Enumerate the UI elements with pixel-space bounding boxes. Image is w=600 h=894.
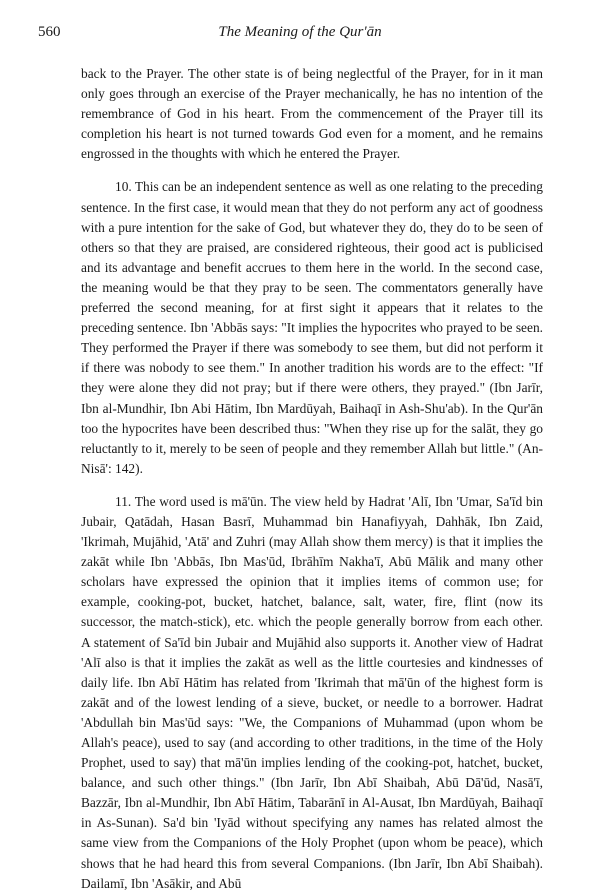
page-header	[38, 24, 562, 46]
paragraph-note-11: 11. The word used is mā'ūn. The view held by Hadrat 'Alī, Ibn 'Umar, Sa'īd bin Jubair, Qatādah, Hasan Basrī, Muhammad bin Hanafiyyah, Dahhāk, Ibn Zaid, 'Ikrimah, Mujāhid, 'Atā' and Zuhri (may Allah show them mercy) is that it implies the zakāt while Ibn 'Abbās, Ibn Mas'ūd, Ibrāhīm Nakha'ī, Abū Mālik and many other scholars have expressed the opinion that it implies items of common use; for example, cooking-pot, bucket, hatchet, balance, salt, water, fire, flint (now its successor, the match-stick), etc. which the people generally borrow from each other. A statement of Sa'īd bin Jubair and Mujāhid also supports it. Another view of Hadrat 'Alī also is that it implies the zakāt as well as the little courtesies and kindnesses of daily life. Ibn Abī Hātim has related from 'Ikrimah that mā'ūn of the highest form is zakāt and of the lowest lending of a sieve, bucket, or needle to a borrower. Hadrat 'Abdullah bin Mas'ūd says: "We, the Companions of Muhammad (upon whom be Allah's peace), used to say (and according to other traditions, in the time of the Holy Prophet, used to say) that mā'ūn implies lending of the cooking-pot, hatchet, bucket, balance, and such other things." (Ibn Jarīr, Ibn Abī Shaibah, Abū Dā'ūd, Nasā'ī, Bazzār, Ibn al-Mundhir, Ibn Abī Hātim, Tabarānī in Al-Ausat, Ibn Mardūyah, Baihaqī in As-Sunan). Sa'd bin 'Iyād without specifying any names has related almost the same view from the Companions of the Holy Prophet (upon whom be peace), which shows that he had heard this from several Companions. (Ibn Jarīr, Ibn Abī Shaibah). Dailamī, Ibn 'Asākir, and Abū	[81, 493, 543, 891]
body-text	[81, 64, 543, 894]
running-title: The Meaning of the Qur'ān	[218, 24, 382, 40]
paragraph-continuation: back to the Prayer. The other state is of being neglectful of the Prayer, for in it man only goes through an exercise of the Prayer mechanically, he has no intention of the remembrance of God in his heart. From the commencement of the Prayer till its completion his heart is not turned towards God even for a moment, and he remains engrossed in the thoughts with which he entered the Prayer.	[81, 66, 543, 162]
paragraph-note-10: 10. This can be an independent sentence as well as one relating to the preceding sentence. In the first case, it would mean that they do not perform any act of goodness with a pure intention for the sake of God, but whatever they do, they do to be seen of others so that they are praised, are considered righteous, their good act is publicised and its advantage and benefit accrues to them here in the world. In the second case, the meaning would be that they pray to be seen. The commentators generally have preferred the second meaning, for at first sight it appears that it relates to the preceding sentence. Ibn 'Abbās says: "It implies the hypocrites who prayed to be seen. They performed the Prayer if there was somebody to see them, but did not perform it if there was nobody to see them." In another tradition his words are to the effect: "If they were alone they did not pray; but if there were others, they prayed." (Ibn Jarīr, Ibn al-Mundhir, Ibn Abi Hātim, Ibn Mardūyah, Baihaqī in Ash-Shu'ab). In the Qur'ān too the hypocrites have been described thus: "When they rise up for the salāt, they go reluctantly to it, merely to be seen of people and they remember Allah but little." (An-Nisā': 142).	[81, 179, 543, 476]
page-number: 560	[38, 24, 61, 40]
